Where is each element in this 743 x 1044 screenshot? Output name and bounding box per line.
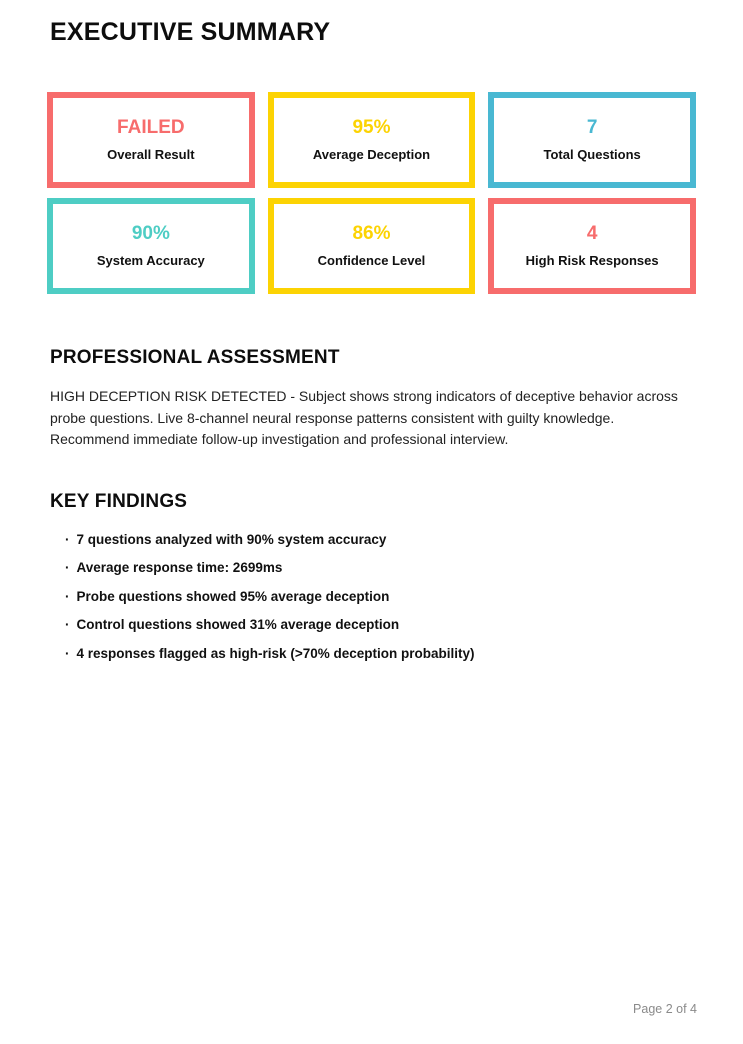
key-finding-item: · Control questions showed 31% average deception [65,618,696,632]
stat-label-overall-result: Overall Result [107,147,195,163]
stat-value-overall-result: FAILED [117,116,185,138]
stat-label-high-risk-responses: High Risk Responses [525,253,659,269]
stat-card-average-deception [268,92,476,188]
stat-card-high-risk-responses [488,198,696,294]
stat-card-confidence-level [268,198,476,294]
key-finding-item: · 7 questions analyzed with 90% system accuracy [65,533,696,547]
stat-card-grid [47,92,696,294]
stat-value-high-risk-responses: 4 [586,222,598,244]
stat-card-total-questions [488,92,696,188]
page-title: EXECUTIVE SUMMARY [50,18,331,46]
key-finding-item: · 4 responses flagged as high-risk (>70% deception probability) [65,647,696,661]
stat-label-confidence-level: Confidence Level [317,253,426,269]
stat-value-system-accuracy: 90% [131,222,170,244]
stat-card-overall-result [47,92,255,188]
stat-value-total-questions: 7 [586,116,598,138]
stat-label-average-deception: Average Deception [312,147,431,163]
stat-label-system-accuracy: System Accuracy [96,253,205,269]
professional-assessment-section [50,347,696,451]
key-findings-heading: KEY FINDINGS [50,490,188,512]
key-findings-section [50,491,696,661]
key-finding-item: · Average response time: 2699ms [65,561,696,575]
stat-value-confidence-level: 86% [352,222,391,244]
key-finding-item: · Probe questions showed 95% average deception [65,590,696,604]
professional-assessment-body: HIGH DECEPTION RISK DETECTED - Subject shows strong indicators of deceptive behavior across probe questions. Live 8-channel neural response patterns consistent with guilty knowledge. Recommend immediate follow-up investigation and professional interview. [50,388,678,447]
page-number: Page 2 of 4 [633,1002,697,1016]
stat-label-total-questions: Total Questions [543,147,641,163]
professional-assessment-heading: PROFESSIONAL ASSESSMENT [50,347,340,368]
key-findings-list [50,533,696,661]
stat-card-system-accuracy [47,198,255,294]
stat-value-average-deception: 95% [352,116,391,138]
